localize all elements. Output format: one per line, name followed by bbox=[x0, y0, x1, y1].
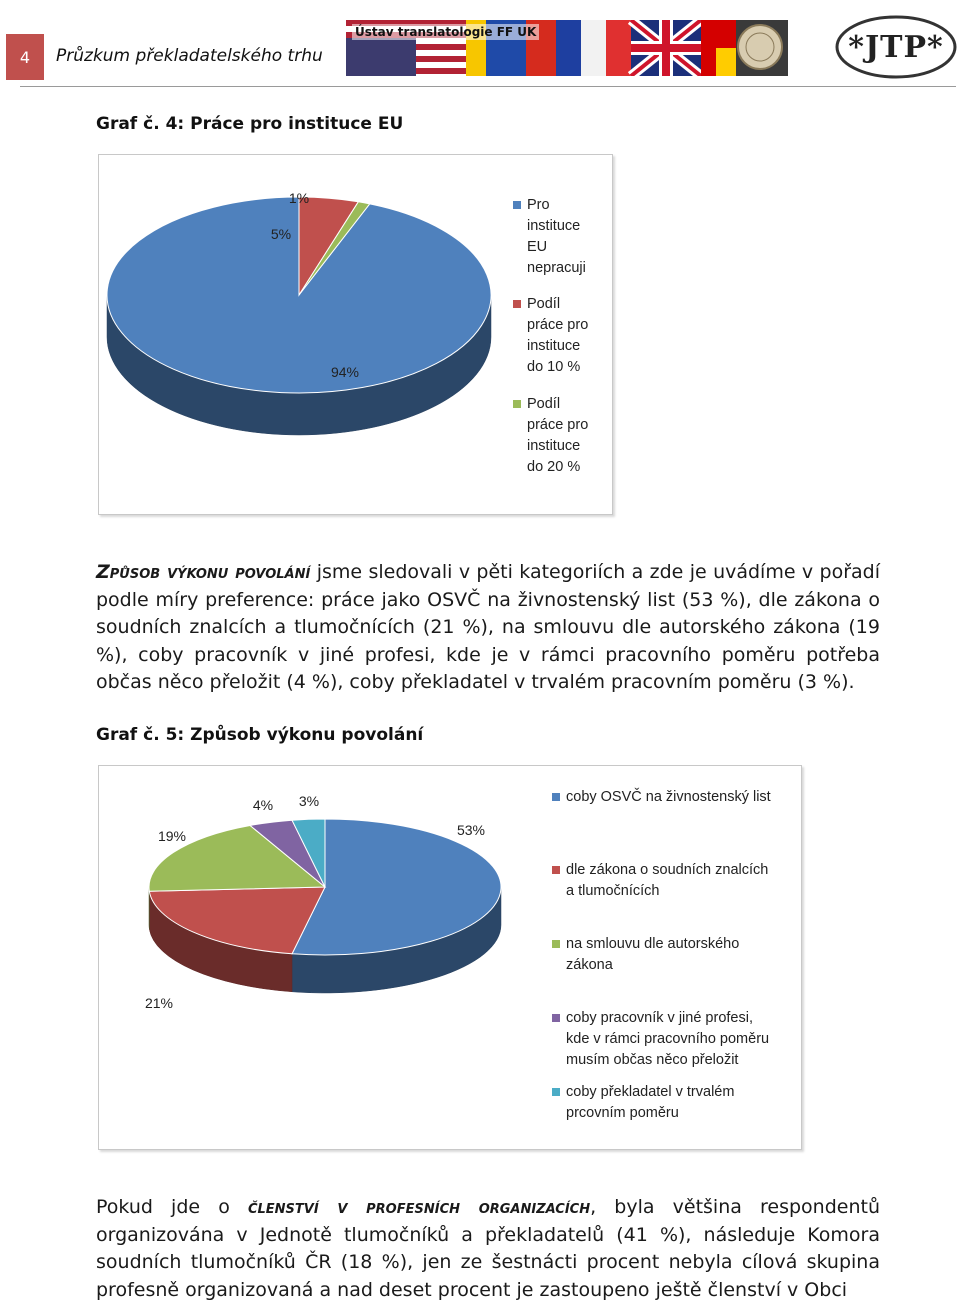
legend-line: coby OSVČ na živnostenský list bbox=[566, 789, 771, 805]
legend-line: prcovním poměru bbox=[566, 1105, 679, 1121]
legend-line: kde v rámci pracovního poměru bbox=[566, 1031, 770, 1047]
legend-swatch bbox=[552, 866, 560, 874]
institute-banner bbox=[346, 20, 788, 76]
paragraph-membership bbox=[96, 1194, 880, 1304]
chart2-legend-item bbox=[552, 860, 768, 902]
legend-swatch bbox=[513, 300, 521, 308]
legend-line: a tlumočnících bbox=[566, 883, 660, 899]
chart1-legend-item bbox=[513, 294, 588, 378]
pie-data-label: 3% bbox=[298, 793, 320, 809]
chart2-legend-item bbox=[552, 1008, 769, 1071]
legend-line: do 20 % bbox=[527, 459, 581, 475]
pie-data-label: 1% bbox=[288, 190, 310, 206]
legend-line: instituce bbox=[527, 438, 581, 454]
paragraph-lead: Způsob výkonu povolání bbox=[96, 561, 311, 583]
chart1-legend-item bbox=[513, 195, 586, 279]
paragraph-text: Pokud jde o bbox=[96, 1196, 248, 1218]
pie-data-label: 21% bbox=[144, 995, 174, 1011]
chart2-box bbox=[98, 765, 802, 1150]
legend-line: instituce bbox=[527, 338, 581, 354]
legend-line: práce pro bbox=[527, 317, 589, 333]
legend-line: musím občas něco přeložit bbox=[566, 1052, 739, 1068]
page-number: 4 bbox=[6, 34, 44, 80]
running-title: Průzkum překladatelského trhu bbox=[56, 46, 323, 66]
pie-data-label: 53% bbox=[456, 822, 486, 838]
legend-line: dle zákona o soudních znalcích bbox=[566, 862, 769, 878]
legend-line: coby překladatel v trvalém bbox=[566, 1084, 735, 1100]
chart2-legend-item bbox=[552, 934, 739, 976]
legend-line: na smlouvu dle autorského bbox=[566, 936, 740, 952]
chart2-legend-item bbox=[552, 787, 771, 808]
legend-swatch bbox=[513, 400, 521, 408]
pie-data-label: 94% bbox=[330, 364, 360, 380]
paragraph-text: , byla většina respondentů organizována v Jednotě tlumočníků a překladatelů (41 %), následuje Komora soudních tlumočníků ČR (18 %), jen ze šestnácti procent nebyla cílová skupina profesně organizovaná a nad deset procent je zastoupeno ještě členství v Obci bbox=[96, 1196, 880, 1301]
legend-line: zákona bbox=[566, 957, 613, 973]
legend-line: coby pracovník v jiné profesi, bbox=[566, 1010, 753, 1026]
legend-swatch bbox=[552, 1014, 560, 1022]
chart1-caption: Graf č. 4: Práce pro instituce EU bbox=[96, 114, 404, 134]
legend-line: Pro bbox=[527, 197, 550, 213]
header-rule bbox=[20, 86, 956, 87]
jtp-logo bbox=[834, 14, 958, 80]
legend-swatch bbox=[552, 940, 560, 948]
legend-line: do 10 % bbox=[527, 359, 581, 375]
chart1-box bbox=[98, 154, 613, 515]
legend-line: instituce bbox=[527, 218, 581, 234]
chart2-legend-item bbox=[552, 1082, 734, 1124]
pie-data-label: 4% bbox=[252, 797, 274, 813]
pie-data-label: 5% bbox=[270, 226, 292, 242]
pie-data-label: 19% bbox=[157, 828, 187, 844]
paragraph-lead: členství v profesních organizacích bbox=[247, 1196, 591, 1218]
legend-line: nepracuji bbox=[527, 260, 586, 276]
legend-swatch bbox=[513, 201, 521, 209]
logo-text: *JTP* bbox=[848, 29, 944, 65]
chart2-caption: Graf č. 5: Způsob výkonu povolání bbox=[96, 725, 424, 745]
legend-line: EU bbox=[527, 239, 548, 255]
paragraph-work-mode bbox=[96, 559, 880, 697]
legend-line: Podíl bbox=[527, 396, 561, 412]
legend-swatch bbox=[552, 1088, 560, 1096]
chart1-legend-item bbox=[513, 394, 588, 478]
paragraph-text: jsme sledovali v pěti kategoriích a zde je uvádíme v pořadí podle míry preference: práce jako OSVČ na živnostenský list (53 %), dle zákona o soudních znalcích a tlumočnících (21 %), na smlouvu dle autorského zákona (19 %), coby pracovník v jiné profesi, kde je v rámci pracovního poměru potřeba občas něco přeložit (4 %), coby překladatel v trvalém pracovním poměru (3 %). bbox=[96, 561, 880, 694]
banner-title: Ústav translatologie FF UK bbox=[352, 24, 539, 40]
legend-line: Podíl bbox=[527, 296, 561, 312]
legend-swatch bbox=[552, 793, 560, 801]
legend-line: práce pro bbox=[527, 417, 589, 433]
